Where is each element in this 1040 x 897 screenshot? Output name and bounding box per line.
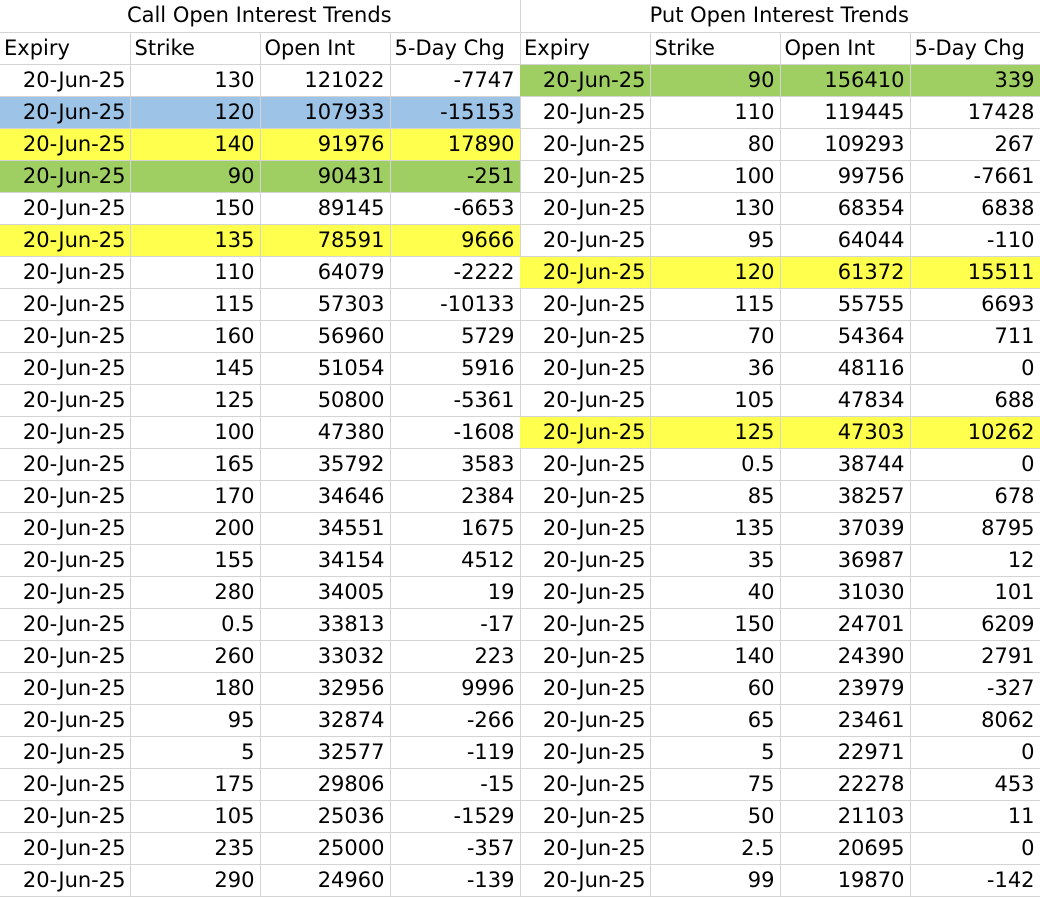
call-cell-open-int[interactable]: 24960 bbox=[260, 864, 390, 896]
put-cell-open-int[interactable]: 38744 bbox=[780, 448, 910, 480]
put-cell-5-day-chg[interactable]: -142 bbox=[910, 864, 1040, 896]
put-cell-5-day-chg[interactable]: 10262 bbox=[910, 416, 1040, 448]
call-cell-5-day-chg[interactable]: -2222 bbox=[390, 256, 520, 288]
put-cell-open-int[interactable]: 119445 bbox=[780, 96, 910, 128]
put-cell-expiry[interactable]: 20-Jun-25 bbox=[520, 640, 650, 672]
put-cell-expiry[interactable]: 20-Jun-25 bbox=[520, 64, 650, 96]
put-table-row bbox=[520, 256, 1040, 288]
call-table-row bbox=[0, 416, 520, 448]
put-cell-strike[interactable]: 65 bbox=[650, 704, 780, 736]
put-header-row bbox=[520, 32, 1040, 64]
call-cell-expiry[interactable]: 20-Jun-25 bbox=[0, 256, 130, 288]
put-cell-5-day-chg[interactable]: 0 bbox=[910, 352, 1040, 384]
put-cell-open-int[interactable]: 109293 bbox=[780, 128, 910, 160]
put-cell-expiry[interactable]: 20-Jun-25 bbox=[520, 672, 650, 704]
put-cell-5-day-chg[interactable]: 0 bbox=[910, 736, 1040, 768]
call-cell-5-day-chg[interactable]: -10133 bbox=[390, 288, 520, 320]
put-cell-strike[interactable]: 99 bbox=[650, 864, 780, 896]
call-table-row bbox=[0, 448, 520, 480]
call-cell-strike[interactable]: 180 bbox=[130, 672, 260, 704]
put-cell-strike[interactable]: 100 bbox=[650, 160, 780, 192]
put-cell-5-day-chg[interactable]: 0 bbox=[910, 448, 1040, 480]
call-cell-expiry[interactable]: 20-Jun-25 bbox=[0, 800, 130, 832]
call-cell-open-int[interactable]: 47380 bbox=[260, 416, 390, 448]
call-cell-strike[interactable]: 145 bbox=[130, 352, 260, 384]
call-cell-5-day-chg[interactable]: -119 bbox=[390, 736, 520, 768]
put-cell-open-int[interactable]: 23979 bbox=[780, 672, 910, 704]
call-cell-strike[interactable]: 100 bbox=[130, 416, 260, 448]
call-cell-strike[interactable]: 115 bbox=[130, 288, 260, 320]
call-cell-strike[interactable]: 280 bbox=[130, 576, 260, 608]
put-table-row bbox=[520, 192, 1040, 224]
put-table-row bbox=[520, 800, 1040, 832]
call-cell-expiry[interactable]: 20-Jun-25 bbox=[0, 672, 130, 704]
call-table-row bbox=[0, 800, 520, 832]
put-cell-expiry[interactable]: 20-Jun-25 bbox=[520, 416, 650, 448]
put-table-row bbox=[520, 64, 1040, 96]
put-cell-5-day-chg[interactable]: 15511 bbox=[910, 256, 1040, 288]
call-cell-open-int[interactable]: 107933 bbox=[260, 96, 390, 128]
put-cell-strike[interactable]: 40 bbox=[650, 576, 780, 608]
call-cell-strike[interactable]: 155 bbox=[130, 544, 260, 576]
call-table-row bbox=[0, 576, 520, 608]
put-table-row bbox=[520, 352, 1040, 384]
call-table-row bbox=[0, 384, 520, 416]
put-cell-strike[interactable]: 105 bbox=[650, 384, 780, 416]
put-cell-strike[interactable]: 125 bbox=[650, 416, 780, 448]
call-cell-5-day-chg[interactable]: -251 bbox=[390, 160, 520, 192]
call-cell-open-int[interactable]: 90431 bbox=[260, 160, 390, 192]
call-cell-5-day-chg[interactable]: -5361 bbox=[390, 384, 520, 416]
put-cell-5-day-chg[interactable]: -110 bbox=[910, 224, 1040, 256]
put-table-row bbox=[520, 640, 1040, 672]
call-cell-expiry[interactable]: 20-Jun-25 bbox=[0, 512, 130, 544]
call-table-row bbox=[0, 320, 520, 352]
call-cell-open-int[interactable]: 25000 bbox=[260, 832, 390, 864]
call-cell-5-day-chg[interactable]: 5916 bbox=[390, 352, 520, 384]
put-cell-5-day-chg[interactable]: 101 bbox=[910, 576, 1040, 608]
call-cell-5-day-chg[interactable]: 2384 bbox=[390, 480, 520, 512]
put-cell-open-int[interactable]: 99756 bbox=[780, 160, 910, 192]
call-table-title[interactable]: Call Open Interest Trends bbox=[0, 0, 520, 32]
call-cell-strike[interactable]: 150 bbox=[130, 192, 260, 224]
call-table-row bbox=[0, 640, 520, 672]
call-table-row bbox=[0, 672, 520, 704]
call-cell-strike[interactable]: 0.5 bbox=[130, 608, 260, 640]
put-table-row bbox=[520, 768, 1040, 800]
call-header-strike[interactable]: Strike bbox=[130, 32, 260, 64]
call-cell-strike[interactable]: 165 bbox=[130, 448, 260, 480]
put-cell-expiry[interactable]: 20-Jun-25 bbox=[520, 352, 650, 384]
put-cell-5-day-chg[interactable]: -327 bbox=[910, 672, 1040, 704]
call-cell-expiry[interactable]: 20-Jun-25 bbox=[0, 704, 130, 736]
call-cell-open-int[interactable]: 32874 bbox=[260, 704, 390, 736]
put-cell-strike[interactable]: 130 bbox=[650, 192, 780, 224]
put-cell-open-int[interactable]: 54364 bbox=[780, 320, 910, 352]
put-cell-open-int[interactable]: 37039 bbox=[780, 512, 910, 544]
put-cell-strike[interactable]: 85 bbox=[650, 480, 780, 512]
call-cell-expiry[interactable]: 20-Jun-25 bbox=[0, 608, 130, 640]
put-table-row bbox=[520, 704, 1040, 736]
put-cell-expiry[interactable]: 20-Jun-25 bbox=[520, 768, 650, 800]
put-cell-expiry[interactable]: 20-Jun-25 bbox=[520, 448, 650, 480]
put-cell-expiry[interactable]: 20-Jun-25 bbox=[520, 256, 650, 288]
call-cell-5-day-chg[interactable]: -7747 bbox=[390, 64, 520, 96]
put-table-row bbox=[520, 448, 1040, 480]
call-cell-5-day-chg[interactable]: 1675 bbox=[390, 512, 520, 544]
put-cell-expiry[interactable]: 20-Jun-25 bbox=[520, 608, 650, 640]
call-cell-open-int[interactable]: 121022 bbox=[260, 64, 390, 96]
put-table-row bbox=[520, 672, 1040, 704]
put-cell-open-int[interactable]: 68354 bbox=[780, 192, 910, 224]
call-cell-open-int[interactable]: 34154 bbox=[260, 544, 390, 576]
call-cell-strike[interactable]: 260 bbox=[130, 640, 260, 672]
call-header-open-int[interactable]: Open Int bbox=[260, 32, 390, 64]
put-cell-5-day-chg[interactable]: 8795 bbox=[910, 512, 1040, 544]
call-header-expiry[interactable]: Expiry bbox=[0, 32, 130, 64]
call-cell-5-day-chg[interactable]: 4512 bbox=[390, 544, 520, 576]
call-cell-expiry[interactable]: 20-Jun-25 bbox=[0, 96, 130, 128]
put-table-title[interactable]: Put Open Interest Trends bbox=[520, 0, 1040, 32]
put-cell-5-day-chg[interactable]: 0 bbox=[910, 832, 1040, 864]
call-cell-strike[interactable]: 110 bbox=[130, 256, 260, 288]
put-cell-expiry[interactable]: 20-Jun-25 bbox=[520, 224, 650, 256]
put-cell-open-int[interactable]: 47834 bbox=[780, 384, 910, 416]
put-cell-open-int[interactable]: 61372 bbox=[780, 256, 910, 288]
call-cell-strike[interactable]: 90 bbox=[130, 160, 260, 192]
call-table-row bbox=[0, 608, 520, 640]
put-table-row bbox=[520, 96, 1040, 128]
call-cell-strike[interactable]: 170 bbox=[130, 480, 260, 512]
call-table-row bbox=[0, 256, 520, 288]
call-cell-open-int[interactable]: 35792 bbox=[260, 448, 390, 480]
call-table-row bbox=[0, 192, 520, 224]
call-table-row bbox=[0, 544, 520, 576]
call-cell-open-int[interactable]: 89145 bbox=[260, 192, 390, 224]
call-cell-open-int[interactable]: 57303 bbox=[260, 288, 390, 320]
put-table-row bbox=[520, 544, 1040, 576]
call-table-row bbox=[0, 64, 520, 96]
put-cell-5-day-chg[interactable]: 12 bbox=[910, 544, 1040, 576]
put-cell-5-day-chg[interactable]: -7661 bbox=[910, 160, 1040, 192]
call-cell-expiry[interactable]: 20-Jun-25 bbox=[0, 64, 130, 96]
call-cell-open-int[interactable]: 29806 bbox=[260, 768, 390, 800]
put-cell-expiry[interactable]: 20-Jun-25 bbox=[520, 864, 650, 896]
call-cell-strike[interactable]: 95 bbox=[130, 704, 260, 736]
call-cell-strike[interactable]: 235 bbox=[130, 832, 260, 864]
put-table-row bbox=[520, 320, 1040, 352]
put-cell-strike[interactable]: 35 bbox=[650, 544, 780, 576]
call-table-row bbox=[0, 512, 520, 544]
call-cell-expiry[interactable]: 20-Jun-25 bbox=[0, 288, 130, 320]
call-cell-5-day-chg[interactable]: 19 bbox=[390, 576, 520, 608]
put-cell-5-day-chg[interactable]: 688 bbox=[910, 384, 1040, 416]
put-cell-5-day-chg[interactable]: 339 bbox=[910, 64, 1040, 96]
put-cell-strike[interactable]: 80 bbox=[650, 128, 780, 160]
put-cell-strike[interactable]: 120 bbox=[650, 256, 780, 288]
put-cell-5-day-chg[interactable]: 17428 bbox=[910, 96, 1040, 128]
call-cell-open-int[interactable]: 25036 bbox=[260, 800, 390, 832]
call-cell-open-int[interactable]: 56960 bbox=[260, 320, 390, 352]
put-cell-open-int[interactable]: 19870 bbox=[780, 864, 910, 896]
put-cell-5-day-chg[interactable]: 678 bbox=[910, 480, 1040, 512]
put-cell-strike[interactable]: 150 bbox=[650, 608, 780, 640]
put-header-expiry[interactable]: Expiry bbox=[520, 32, 650, 64]
call-table-row bbox=[0, 736, 520, 768]
call-cell-strike[interactable]: 130 bbox=[130, 64, 260, 96]
put-cell-5-day-chg[interactable]: 2791 bbox=[910, 640, 1040, 672]
call-table-row bbox=[0, 704, 520, 736]
call-cell-open-int[interactable]: 32956 bbox=[260, 672, 390, 704]
put-table-row bbox=[520, 864, 1040, 896]
put-cell-strike[interactable]: 50 bbox=[650, 800, 780, 832]
call-header-row bbox=[0, 32, 520, 64]
put-title-row bbox=[520, 0, 1040, 32]
call-cell-5-day-chg[interactable]: -15153 bbox=[390, 96, 520, 128]
call-cell-open-int[interactable]: 50800 bbox=[260, 384, 390, 416]
call-cell-5-day-chg[interactable]: -139 bbox=[390, 864, 520, 896]
put-table-row bbox=[520, 416, 1040, 448]
call-cell-5-day-chg[interactable]: -357 bbox=[390, 832, 520, 864]
put-table-row bbox=[520, 128, 1040, 160]
put-cell-5-day-chg[interactable]: 453 bbox=[910, 768, 1040, 800]
put-open-interest-table bbox=[520, 0, 1040, 897]
put-cell-strike[interactable]: 115 bbox=[650, 288, 780, 320]
put-table-row bbox=[520, 736, 1040, 768]
put-cell-expiry[interactable]: 20-Jun-25 bbox=[520, 512, 650, 544]
put-cell-5-day-chg[interactable]: 11 bbox=[910, 800, 1040, 832]
call-cell-open-int[interactable]: 91976 bbox=[260, 128, 390, 160]
call-cell-5-day-chg[interactable]: 3583 bbox=[390, 448, 520, 480]
call-cell-expiry[interactable]: 20-Jun-25 bbox=[0, 352, 130, 384]
call-cell-5-day-chg[interactable]: 17890 bbox=[390, 128, 520, 160]
call-cell-strike[interactable]: 200 bbox=[130, 512, 260, 544]
put-table-row bbox=[520, 384, 1040, 416]
put-cell-5-day-chg[interactable]: 6838 bbox=[910, 192, 1040, 224]
put-cell-expiry[interactable]: 20-Jun-25 bbox=[520, 736, 650, 768]
put-cell-open-int[interactable]: 156410 bbox=[780, 64, 910, 96]
put-table-row bbox=[520, 160, 1040, 192]
call-cell-open-int[interactable]: 34005 bbox=[260, 576, 390, 608]
call-cell-expiry[interactable]: 20-Jun-25 bbox=[0, 832, 130, 864]
put-cell-5-day-chg[interactable]: 6693 bbox=[910, 288, 1040, 320]
put-cell-open-int[interactable]: 55755 bbox=[780, 288, 910, 320]
call-cell-strike[interactable]: 5 bbox=[130, 736, 260, 768]
call-cell-strike[interactable]: 140 bbox=[130, 128, 260, 160]
call-table-row bbox=[0, 864, 520, 896]
call-cell-expiry[interactable]: 20-Jun-25 bbox=[0, 416, 130, 448]
put-cell-5-day-chg[interactable]: 711 bbox=[910, 320, 1040, 352]
put-cell-expiry[interactable]: 20-Jun-25 bbox=[520, 704, 650, 736]
put-cell-strike[interactable]: 0.5 bbox=[650, 448, 780, 480]
call-cell-strike[interactable]: 290 bbox=[130, 864, 260, 896]
call-cell-strike[interactable]: 160 bbox=[130, 320, 260, 352]
put-cell-expiry[interactable]: 20-Jun-25 bbox=[520, 384, 650, 416]
put-cell-expiry[interactable]: 20-Jun-25 bbox=[520, 832, 650, 864]
put-cell-strike[interactable]: 60 bbox=[650, 672, 780, 704]
put-cell-expiry[interactable]: 20-Jun-25 bbox=[520, 288, 650, 320]
put-cell-strike[interactable]: 5 bbox=[650, 736, 780, 768]
put-cell-expiry[interactable]: 20-Jun-25 bbox=[520, 96, 650, 128]
put-cell-open-int[interactable]: 21103 bbox=[780, 800, 910, 832]
put-cell-strike[interactable]: 36 bbox=[650, 352, 780, 384]
call-cell-open-int[interactable]: 33032 bbox=[260, 640, 390, 672]
put-open-interest-panel bbox=[520, 0, 1040, 896]
put-cell-open-int[interactable]: 47303 bbox=[780, 416, 910, 448]
call-table-row bbox=[0, 768, 520, 800]
call-table-row bbox=[0, 96, 520, 128]
call-cell-expiry[interactable]: 20-Jun-25 bbox=[0, 192, 130, 224]
call-table-row bbox=[0, 128, 520, 160]
call-cell-expiry[interactable]: 20-Jun-25 bbox=[0, 864, 130, 896]
put-cell-open-int[interactable]: 22278 bbox=[780, 768, 910, 800]
put-cell-open-int[interactable]: 20695 bbox=[780, 832, 910, 864]
call-cell-open-int[interactable]: 78591 bbox=[260, 224, 390, 256]
call-cell-strike[interactable]: 120 bbox=[130, 96, 260, 128]
put-header-open-int[interactable]: Open Int bbox=[780, 32, 910, 64]
put-cell-expiry[interactable]: 20-Jun-25 bbox=[520, 480, 650, 512]
put-cell-strike[interactable]: 95 bbox=[650, 224, 780, 256]
call-cell-open-int[interactable]: 34646 bbox=[260, 480, 390, 512]
call-cell-expiry[interactable]: 20-Jun-25 bbox=[0, 128, 130, 160]
put-cell-expiry[interactable]: 20-Jun-25 bbox=[520, 128, 650, 160]
put-cell-open-int[interactable]: 23461 bbox=[780, 704, 910, 736]
call-cell-5-day-chg[interactable]: 5729 bbox=[390, 320, 520, 352]
put-cell-open-int[interactable]: 24390 bbox=[780, 640, 910, 672]
call-open-interest-panel bbox=[0, 0, 520, 896]
call-cell-expiry[interactable]: 20-Jun-25 bbox=[0, 224, 130, 256]
put-cell-expiry[interactable]: 20-Jun-25 bbox=[520, 320, 650, 352]
put-cell-5-day-chg[interactable]: 8062 bbox=[910, 704, 1040, 736]
call-header-5-day-chg[interactable]: 5-Day Chg bbox=[390, 32, 520, 64]
put-cell-5-day-chg[interactable]: 267 bbox=[910, 128, 1040, 160]
put-cell-expiry[interactable]: 20-Jun-25 bbox=[520, 576, 650, 608]
call-title-row bbox=[0, 0, 520, 32]
put-cell-expiry[interactable]: 20-Jun-25 bbox=[520, 544, 650, 576]
call-cell-open-int[interactable]: 33813 bbox=[260, 608, 390, 640]
call-cell-5-day-chg[interactable]: -1529 bbox=[390, 800, 520, 832]
call-cell-5-day-chg[interactable]: 9996 bbox=[390, 672, 520, 704]
call-cell-expiry[interactable]: 20-Jun-25 bbox=[0, 576, 130, 608]
call-table-row bbox=[0, 832, 520, 864]
put-cell-open-int[interactable]: 36987 bbox=[780, 544, 910, 576]
put-cell-open-int[interactable]: 31030 bbox=[780, 576, 910, 608]
put-cell-open-int[interactable]: 64044 bbox=[780, 224, 910, 256]
call-table-row bbox=[0, 224, 520, 256]
call-cell-open-int[interactable]: 32577 bbox=[260, 736, 390, 768]
call-cell-5-day-chg[interactable]: -1608 bbox=[390, 416, 520, 448]
put-cell-strike[interactable]: 70 bbox=[650, 320, 780, 352]
put-table-row bbox=[520, 224, 1040, 256]
call-cell-strike[interactable]: 105 bbox=[130, 800, 260, 832]
put-table-row bbox=[520, 832, 1040, 864]
put-cell-expiry[interactable]: 20-Jun-25 bbox=[520, 160, 650, 192]
call-cell-expiry[interactable]: 20-Jun-25 bbox=[0, 384, 130, 416]
put-cell-5-day-chg[interactable]: 6209 bbox=[910, 608, 1040, 640]
put-cell-open-int[interactable]: 38257 bbox=[780, 480, 910, 512]
call-cell-strike[interactable]: 135 bbox=[130, 224, 260, 256]
call-cell-5-day-chg[interactable]: -6653 bbox=[390, 192, 520, 224]
call-cell-open-int[interactable]: 34551 bbox=[260, 512, 390, 544]
call-cell-5-day-chg[interactable]: -15 bbox=[390, 768, 520, 800]
put-cell-expiry[interactable]: 20-Jun-25 bbox=[520, 800, 650, 832]
put-cell-strike[interactable]: 140 bbox=[650, 640, 780, 672]
call-cell-expiry[interactable]: 20-Jun-25 bbox=[0, 320, 130, 352]
call-table-row bbox=[0, 160, 520, 192]
call-cell-5-day-chg[interactable]: -17 bbox=[390, 608, 520, 640]
put-cell-strike[interactable]: 2.5 bbox=[650, 832, 780, 864]
put-cell-strike[interactable]: 75 bbox=[650, 768, 780, 800]
call-cell-expiry[interactable]: 20-Jun-25 bbox=[0, 544, 130, 576]
call-cell-strike[interactable]: 175 bbox=[130, 768, 260, 800]
call-cell-5-day-chg[interactable]: 223 bbox=[390, 640, 520, 672]
put-table-row bbox=[520, 608, 1040, 640]
call-cell-expiry[interactable]: 20-Jun-25 bbox=[0, 768, 130, 800]
call-cell-expiry[interactable]: 20-Jun-25 bbox=[0, 160, 130, 192]
put-cell-strike[interactable]: 110 bbox=[650, 96, 780, 128]
put-table-row bbox=[520, 512, 1040, 544]
call-table-row bbox=[0, 352, 520, 384]
call-cell-expiry[interactable]: 20-Jun-25 bbox=[0, 448, 130, 480]
call-cell-expiry[interactable]: 20-Jun-25 bbox=[0, 736, 130, 768]
call-cell-5-day-chg[interactable]: 9666 bbox=[390, 224, 520, 256]
put-cell-strike[interactable]: 135 bbox=[650, 512, 780, 544]
put-cell-strike[interactable]: 90 bbox=[650, 64, 780, 96]
call-cell-expiry[interactable]: 20-Jun-25 bbox=[0, 480, 130, 512]
put-header-strike[interactable]: Strike bbox=[650, 32, 780, 64]
put-table-row bbox=[520, 480, 1040, 512]
put-table-row bbox=[520, 288, 1040, 320]
call-cell-expiry[interactable]: 20-Jun-25 bbox=[0, 640, 130, 672]
call-table-row bbox=[0, 288, 520, 320]
call-table-row bbox=[0, 480, 520, 512]
call-cell-open-int[interactable]: 51054 bbox=[260, 352, 390, 384]
put-cell-open-int[interactable]: 48116 bbox=[780, 352, 910, 384]
put-table-row bbox=[520, 576, 1040, 608]
call-cell-5-day-chg[interactable]: -266 bbox=[390, 704, 520, 736]
call-cell-open-int[interactable]: 64079 bbox=[260, 256, 390, 288]
put-cell-open-int[interactable]: 24701 bbox=[780, 608, 910, 640]
put-cell-expiry[interactable]: 20-Jun-25 bbox=[520, 192, 650, 224]
call-cell-strike[interactable]: 125 bbox=[130, 384, 260, 416]
put-cell-open-int[interactable]: 22971 bbox=[780, 736, 910, 768]
put-header-5-day-chg[interactable]: 5-Day Chg bbox=[910, 32, 1040, 64]
